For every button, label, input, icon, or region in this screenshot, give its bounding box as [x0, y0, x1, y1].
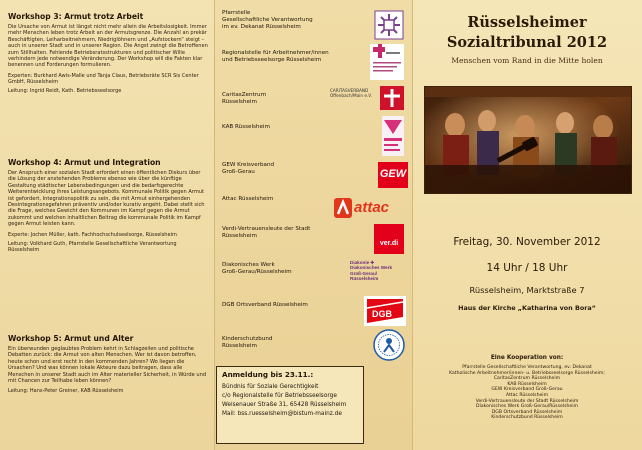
org-name: Diakonisches Werk Groß-Gerau/Rüsselsheim [222, 262, 292, 275]
org-name: KAB Rüsselsheim [222, 124, 270, 130]
workshop-title: Workshop 4: Armut und Integration [8, 158, 161, 167]
workshop-lead: Leitung: Volkhard Guth, Pfarrstelle Gesellschaftliche Verantwortung Rüsselsheim [8, 240, 177, 254]
tribunal-painting [424, 86, 632, 194]
workshop-lead: Leitung: Hans-Peter Greiner, KAB Rüsselsheim [8, 388, 124, 395]
registration-deadline: Anmeldung bis 23.11.: [222, 370, 314, 379]
attac-logo-text: attac [354, 199, 390, 216]
caritas-logo-text: CARITASVERBAND Offenbach/Main e.V. [330, 88, 372, 98]
cross-logo-icon [374, 10, 404, 40]
cooperation-partner: Verdi-Vertrauensleute der Stadt Rüsselsheim [475, 398, 579, 404]
workshop-description: Die Ursache von Armut ist längst nicht mehr allein die Arbeitslosigkeit. Immer mehr Menschen leben trotz Arbeit an der Armutsgrenze. Die Anzahl an prekär Beschäftigten, Leiharbeitnehmern, Niedriglöhnern und „Aufstockern“ steigt – auch in unserer Stadt und in unserer Region. Die Angst zwingt die Betroffenen zum Stillhalten. Fehlende Betriebsratsstrukturen und politischer Wille verhindern jede notwendige Veränderung. Der Workshop will die Fakten klar benennen und Forderungen formulieren. [8, 24, 208, 69]
event-title-line2: Sozialtribunal 2012 [446, 34, 608, 51]
workshop-title: Workshop 3: Armut trotz Arbeit [8, 12, 144, 21]
caritas-logo-icon [330, 86, 406, 110]
cooperation-partner: DGB Ortsverband Rüsselsheim [491, 409, 563, 415]
workshop-4 [8, 158, 208, 256]
event-venue: Haus der Kirche „Katharina von Bora“ [458, 304, 596, 312]
verdi-logo-text: ver.di [379, 240, 399, 247]
workshop-3 [8, 12, 208, 97]
org-name: DGB Ortsverband Rüsselsheim [222, 302, 308, 308]
workshop-description: Ein überwunden geglaubtes Problem kehrt in Schlagzeilen und politische Debatten zurück: die Armut von alten Menschen. Wer ist davon betroffen, heute schon und erst recht in den kommenden Jahren? Wo liegen die Ursachen? Und was können lokale Akteure dazu beitragen, dass alle Menschen in unserer Stadt auch im Alter materieller Sicherheit, in Würde und mit Chancen zur Teilhabe leben können? [8, 346, 207, 385]
org-name: Attac Rüsselsheim [222, 196, 274, 202]
org-name: CaritasZentrum Rüsselsheim [222, 92, 267, 105]
cooperation-partner: KAB Rüsselsheim [507, 381, 547, 387]
cooperation-partner: Kinderschutzbund Rüsselsheim [491, 415, 563, 421]
org-name: Pfarrstelle Gesellschaftliche Verantwortung im ev. Dekanat Rüsselsheim [222, 10, 313, 30]
event-place: Rüsselsheim, Marktstraße 7 [469, 285, 585, 295]
gew-logo-icon [378, 162, 408, 188]
dgb-logo-text: DGB [372, 309, 392, 319]
event-time: 14 Uhr / 18 Uhr [486, 262, 568, 274]
cooperation-partner: Diakonisches Werk Groß-Gerau/Rüsselsheim [476, 404, 578, 410]
dgb-logo-icon [364, 296, 406, 326]
registration-line: Bündnis für Soziale Gerechtigkeit [222, 384, 319, 390]
kab-logo-icon [382, 116, 404, 156]
gew-logo-text: GEW [379, 168, 407, 180]
diakonie-logo-text: Diakonie ✚ Diakonisches Werk Groß-Gerau/ Rüsselsheim [350, 260, 393, 282]
cooperation-partner: Pfarrstelle Gesellschaftliche Verantwortung, ev. Dekanat [462, 365, 592, 370]
kinderschutzbund-logo-icon [372, 328, 406, 362]
diakonie-logo-icon [350, 260, 406, 294]
cooperation-heading: Eine Kooperation von: [490, 355, 564, 361]
betriebsseelsorge-logo-icon [370, 44, 404, 80]
verdi-logo-icon [374, 224, 404, 254]
workshop-lead: Leitung: Ingrid Reidt, Kath. Betriebsseelsorge [8, 88, 122, 95]
fold-line [214, 0, 215, 450]
registration-line: c/o Regionalstelle für Betriebsseelsorge [222, 393, 337, 399]
workshop-description: Der Anspruch einer sozialen Stadt erfordert einen öffentlichen Diskurs über die Lösung der anstehenden Probleme ebenso wie über die künftige Gestaltung städtischer Lebensbedingungen und die bedarfsgerechte Weiterentwicklung ihres Leistungsangebots. Kommunale Politik gegen Armut ist gefordert, Integrationspolitik zu sein, die mit Armut einhergehenden Desintegrationsgefahren präventiv und/oder kurativ angeht. Dabei stellt sich die Frage, welches Gewicht den Kommunen im Kampf gegen die Armut zukommt und welchen inhaltlichen Beitrag die kommunale Politik im Kampf gegen Armut leisten kann. [8, 170, 205, 228]
org-name: GEW Kreisverband Groß-Gerau [222, 162, 275, 175]
org-name: Regionalstelle für Arbeitnehmer/innen und Betriebsseelsorge Rüsselsheim [222, 50, 329, 63]
event-title-line1: Rüsselsheimer [467, 14, 587, 31]
workshop-experts: Experten: Burkhard Awis-Malle und Tanja Claus, Betriebsräte SCR Sis Center GmbH, Rüsselsheim [8, 72, 199, 86]
attac-logo-icon [334, 198, 408, 218]
cooperation-partner: Katholische Arbeitnehmer/innen- u. Betriebsseelsorge Rüsselsheim; [449, 370, 605, 376]
cooperation-partner: Attac Rüsselsheim [505, 392, 549, 398]
event-date: Freitag, 30. November 2012 [453, 236, 601, 248]
workshop-title: Workshop 5: Armut und Alter [8, 334, 134, 343]
event-subtitle: Menschen vom Rand in die Mitte holen [451, 56, 603, 65]
org-name: Verdi-Vertrauensleute der Stadt Rüsselsheim [222, 226, 311, 239]
workshop-5 [8, 334, 208, 398]
cooperation-partner: CaritasZentrum Rüsselsheim [493, 376, 561, 382]
org-name: Kinderschutzbund Rüsselsheim [222, 336, 273, 349]
cooperation-partner: GEW Kreisverband Groß-Gerau [491, 387, 563, 393]
workshop-experts: Experte: Jochen Müller, kath. Fachhochschulseelsorge, Rüsselsheim [8, 231, 177, 238]
registration-line: Weisenauer Straße 31, 65428 Rüsselsheim [222, 402, 347, 408]
registration-email[interactable]: Mail: bss.ruesselsheim@bistum-mainz.de [222, 411, 342, 417]
registration-box [216, 366, 364, 444]
cooperation-list [412, 365, 642, 421]
